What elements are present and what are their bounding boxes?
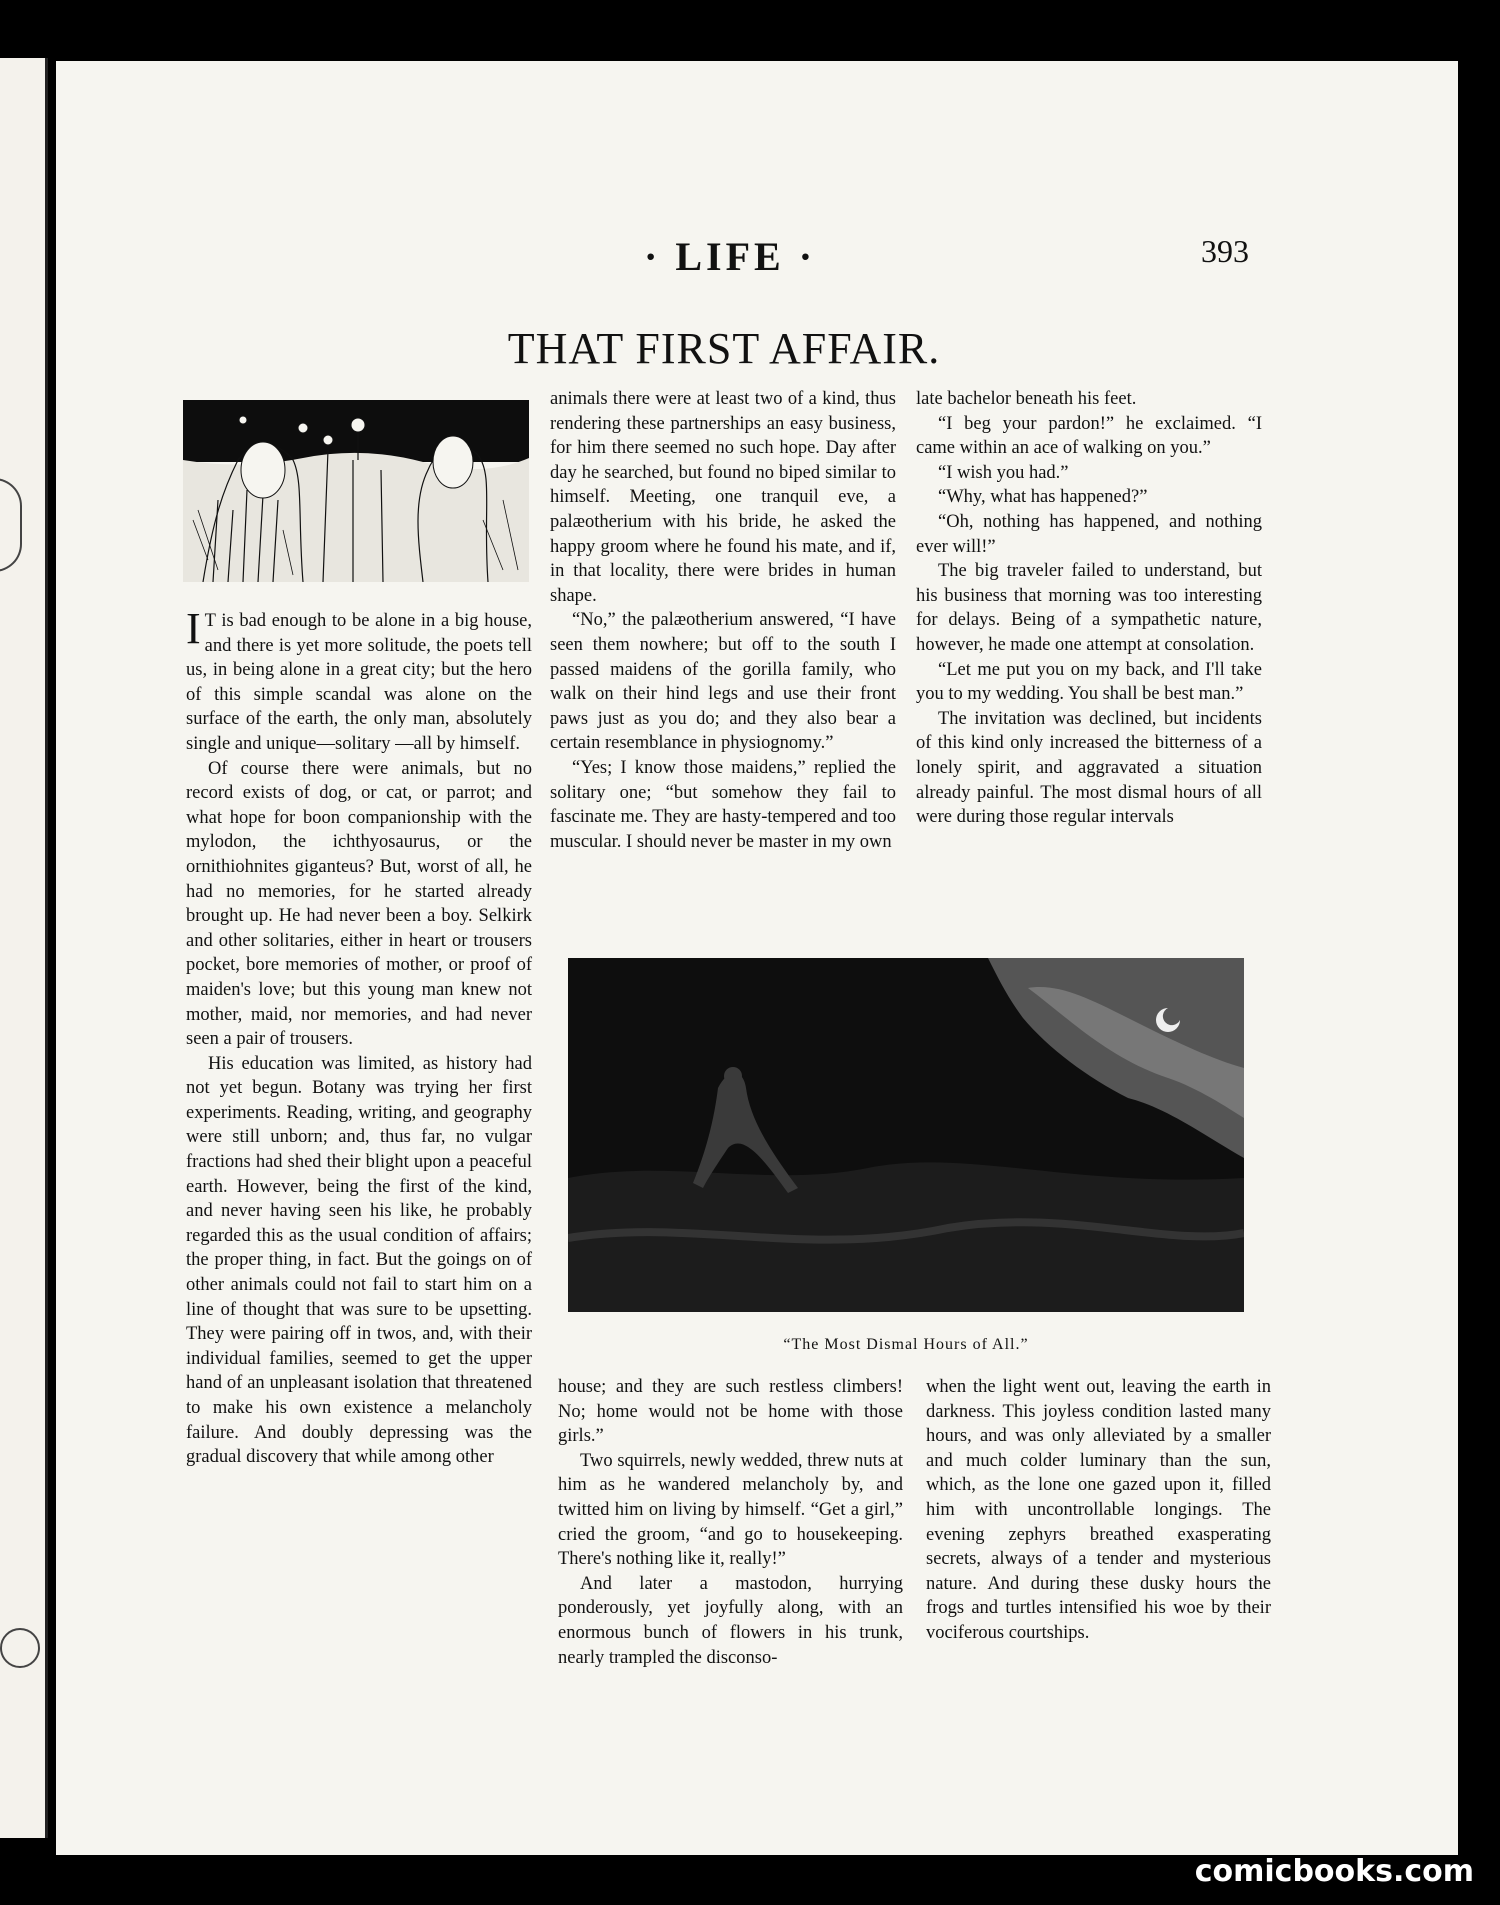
illustration-two-maidens	[183, 400, 529, 582]
column-3-continued	[926, 1375, 1271, 1646]
column-3	[916, 387, 1262, 830]
paragraph: “Oh, nothing has happened, and nothing ever will!”	[916, 511, 1262, 557]
paragraph: “Yes; I know those maidens,” replied the solitary one; “but somehow they fail to fascinate me. They are hasty-tempered and too muscular. I should never be master in my own	[550, 757, 896, 852]
drop-cap: I	[186, 604, 201, 653]
paragraph: The big traveler failed to understand, but his business that morning was too interesting for delays. Being of a sympathetic nature, however, he made one attempt at consolation.	[916, 561, 1262, 655]
paragraph: late bachelor beneath his feet.	[916, 389, 1137, 409]
page-gutter	[45, 58, 48, 1838]
paragraph: house; and they are such restless climbers! No; home would not be home with those girls.”	[558, 1377, 903, 1447]
watermark: comicbooks.com	[1194, 1854, 1474, 1889]
ornament-fragment	[0, 478, 22, 572]
paragraph: “I wish you had.”	[938, 462, 1069, 483]
ornament-fragment	[0, 1628, 40, 1668]
paragraph: Two squirrels, newly wedded, threw nuts at him as he wandered melancholy by, and twitted him on living by himself. “Get a girl,” cried the groom, “and go to housekeeping. There's nothing like it, really!”	[558, 1450, 903, 1570]
page-number: 393	[1201, 233, 1249, 269]
paragraph: “I beg your pardon!” he exclaimed. “I came within an ace of walking on you.”	[916, 413, 1262, 459]
magazine-page	[56, 61, 1458, 1855]
column-2	[550, 387, 896, 854]
page-header	[56, 233, 1458, 293]
paragraph: Of course there were animals, but no record exists of dog, or cat, or parrot; and what hope for boon companionship with the mylodon, the ichthyosaurus, or the ornithiohnites giganteus? But, worst of all, he had no memories, for he started already brought up. He had never been a boy. Selkirk and other solitaries, either in heart or trousers pocket, bore memories of mother, or proof of maiden's love; but this young man knew not mother, maid, nor memories, and had never seen a pair of trousers.	[186, 758, 532, 1050]
illustration-night-scene	[568, 958, 1244, 1312]
article-title: THAT FIRST AFFAIR.	[507, 324, 941, 373]
paragraph: And later a mastodon, hurrying ponderously, yet joyfully along, with an enormous bunch of flowers in his trunk, nearly trampled the disconso-	[558, 1573, 903, 1668]
paragraph: when the light went out, leaving the earth in darkness. This joyless condition lasted many hours, and was only alleviated by a smaller and much colder luminary than the sun, which, as the lone one gazed upon it, filled him with uncontrollable longings. The evening zephyrs breathed exasperating secrets, always of a tender and mysterious nature. And during these dusky hours the frogs and turtles intensified his woe by their vociferous courtships.	[926, 1377, 1271, 1643]
paragraph: “Why, what has happened?”	[938, 487, 1148, 508]
paragraph: animals there were at least two of a kind, thus rendering these partnerships an easy business, for him there seemed no such hope. Day after day he searched, but found no biped similar to himself. Meeting, one tranquil eve, a palæotherium with his bride, he asked the happy groom where he found his mate, and if, in that locality, there were brides in human shape.	[550, 389, 896, 606]
paragraph: T is bad enough to be alone in a big house, and there is yet more solitude, the poets tell us, in being alone in a great city; but the hero of this simple scandal was alone on the surface of the earth, the only man, absolutely single and unique—solitary —all by himself.	[186, 611, 532, 754]
magazine-title: · LIFE ·	[644, 234, 817, 279]
paragraph: The invitation was declined, but incidents of this kind only increased the bitterness of a lonely spirit, and aggravated a situation already painful. The most dismal hours of all were during those regular intervals	[916, 708, 1262, 828]
column-2-continued	[558, 1375, 903, 1670]
paragraph: “Let me put you on my back, and I'll take you to my wedding. You shall be best man.”	[916, 659, 1262, 705]
paragraph: “No,” the palæotherium answered, “I have seen them nowhere; but off to the south I passed maidens of the gorilla family, who walk on their hind legs and use their front paws just as you do; and they also bear a certain resemblance in physiognomy.”	[550, 610, 896, 754]
previous-page-edge	[0, 58, 48, 1838]
figure-caption: “The Most Dismal Hours of All.”	[783, 1336, 1029, 1353]
paragraph: His education was limited, as history had not yet begun. Botany was trying her first experiments. Reading, writing, and geography were still unborn; and, thus far, no vulgar fractions had shed their blight upon a peaceful earth. However, being the first of the kind, and never having seen his like, he probably regarded this as the usual condition of affairs; the proper thing, in fact. But the goings on of other animals could not fail to start him on a line of thought that was sure to be upsetting. They were pairing off in twos, and, with their individual families, seemed to get the upper hand of an unpleasant isolation that threatened to make his own existence a melancholy failure. And doubly depressing was the gradual discovery that while among other	[186, 1053, 532, 1468]
column-1	[186, 604, 532, 1470]
